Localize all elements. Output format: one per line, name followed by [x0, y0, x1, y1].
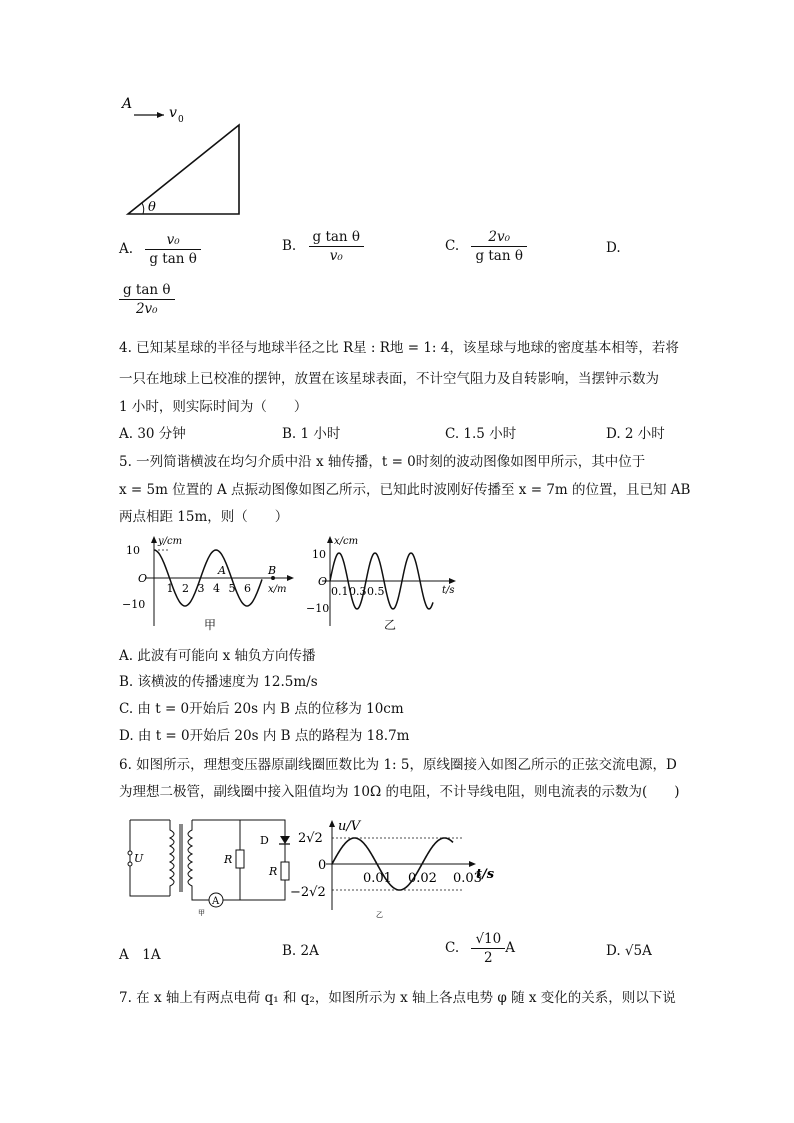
y-arrow-icon: [329, 820, 335, 827]
point-a-label: A: [218, 564, 226, 577]
q4-line-3: 1 小时，则实际时间为（ ）: [119, 399, 308, 415]
origin-label: O: [318, 575, 328, 588]
axis-y-label: x/cm: [334, 536, 359, 547]
resistor-label: R: [224, 853, 233, 866]
q5-line-2: x = 5m 位置的 A 点振动图像如图乙所示，已知此时波刚好传播至 x = 7m 的位置，且已知 AB: [119, 482, 691, 498]
y-bottom-label: −10: [122, 598, 146, 611]
tick-label: 0.3: [349, 585, 367, 598]
q4-option-d[interactable]: D. 2 小时: [606, 426, 665, 442]
label-v-sub: 0: [178, 115, 184, 125]
y-bottom-label: −10: [306, 602, 330, 615]
incline-triangle: [128, 125, 239, 214]
primary-coil: [170, 820, 174, 896]
q6-option-b[interactable]: B. 2A: [282, 943, 319, 959]
tick-label: 6: [244, 582, 251, 595]
y-bottom-label: −2√2: [290, 885, 326, 900]
option-a[interactable]: A. $\frac{\text{v₀}}{\text{g tan θ}}$: [119, 231, 201, 268]
q5-option-b[interactable]: B. 该横波的传播速度为 12.5m/s: [119, 674, 318, 690]
q4-option-b[interactable]: B. 1 小时: [282, 426, 341, 442]
label-theta: θ: [148, 200, 156, 215]
q4-option-a[interactable]: A. 30 分钟: [119, 426, 186, 442]
q5-option-a[interactable]: A. 此波有可能向 x 轴负方向传播: [119, 648, 316, 664]
fraction: $\frac{\text{g tan θ}}{\text{v₀}}$: [309, 228, 365, 265]
tick-label: 3: [197, 582, 205, 595]
q4-option-c[interactable]: C. 1.5 小时: [445, 426, 517, 442]
option-d[interactable]: D.: [606, 240, 621, 256]
tick-label: 2: [182, 582, 189, 595]
y-arrow-icon: [327, 536, 333, 543]
resistor-2: [281, 862, 289, 880]
terminal: [128, 862, 132, 866]
tick-label: 0.1: [331, 585, 349, 598]
ammeter-label: A: [212, 896, 220, 907]
resistor-label: R: [269, 865, 278, 878]
caption-jia: 甲: [204, 618, 217, 632]
q5-line-1: 5. 一列简谐横波在均匀介质中沿 x 轴传播，t = 0时刻的波动图像如图甲所示，其中位于: [119, 454, 646, 470]
q6-line-2: 为理想二极管，副线圈中接入阻值均为 10Ω 的电阻，不计导线电阻，则电流表的示数为( ): [119, 784, 680, 800]
y-top-label: 10: [312, 548, 326, 561]
q4-line-1: 4. 已知某星球的半径与地球半径之比 R星 : R地 = 1: 4，该星球与地球的密度基本相等，若将: [119, 340, 679, 356]
y-arrow-icon: [151, 536, 157, 543]
resistor-1: [236, 850, 244, 868]
y-zero-label: 0: [318, 858, 327, 873]
fraction: $\frac{\text{v₀}}{\text{g tan θ}}$: [145, 231, 201, 268]
y-top-label: 2√2: [298, 831, 323, 846]
fraction: $\frac{√10}{2}$: [471, 930, 505, 967]
source-label: U: [134, 852, 144, 865]
option-b[interactable]: B. $\frac{\text{g tan θ}}{\text{v₀}}$: [282, 228, 364, 265]
fraction: $\frac{\text{2v₀}}{\text{g tan θ}}$: [471, 228, 527, 265]
y-top-label: 10: [126, 544, 140, 557]
x-arrow-icon: [469, 861, 476, 867]
tick-label: 0.02: [408, 871, 437, 886]
x-arrow-icon: [287, 575, 294, 581]
axis-x-label: t/s: [442, 585, 455, 596]
point-b-label: B: [268, 564, 277, 577]
diode-icon: [280, 836, 290, 844]
axis-y-label: u/V: [338, 819, 361, 834]
caption-yi: 乙: [376, 911, 383, 918]
terminal: [128, 851, 132, 855]
caption-jia: 甲: [198, 909, 205, 917]
q6-option-c[interactable]: C. $\frac{√10}{2}$ A: [445, 931, 515, 966]
label-v: v: [169, 105, 177, 121]
label-a: A: [122, 96, 133, 112]
q5-line-3: 两点相距 15m，则（ ）: [119, 509, 289, 525]
arrow-head-icon: [157, 112, 164, 118]
diode-label: D: [260, 834, 269, 847]
axis-x-label: t/s: [476, 867, 495, 882]
q5-option-d[interactable]: D. 由 t = 0开始后 20s 内 B 点的路程为 18.7m: [119, 728, 410, 744]
q4-line-2: 一只在地球上已校准的摆钟，放置在该星球表面，不计空气阻力及自转影响，当摆钟示数为: [119, 371, 659, 387]
voltage-graph: [290, 818, 500, 918]
tick-label: 0.5: [367, 585, 385, 598]
transformer-circuit: [120, 816, 290, 918]
q6-line-1: 6. 如图所示，理想变压器原副线圈匝数比为 1: 5，原线圈接入如图乙所示的正弦交流电源，D: [119, 757, 677, 773]
option-d-fraction: [119, 281, 175, 318]
q6-option-a[interactable]: A 1A: [119, 947, 161, 963]
q6-option-d[interactable]: D. √5A: [606, 943, 652, 959]
fraction: $\frac{\text{g tan θ}}{\text{2v₀}}$: [119, 281, 175, 318]
axis-y-label: y/cm: [158, 536, 183, 547]
tick-label: 0.03: [453, 871, 482, 886]
tick-label: 4: [213, 582, 220, 595]
angle-arc: [142, 203, 144, 214]
tick-label: 0.01: [363, 871, 392, 886]
caption-yi: 乙: [384, 618, 397, 632]
q7-line-1: 7. 在 x 轴上有两点电荷 q₁ 和 q₂，如图所示为 x 轴上各点电势 φ 随 x 变化的关系，则以下说: [119, 990, 676, 1006]
q5-option-c[interactable]: C. 由 t = 0开始后 20s 内 B 点的位移为 10cm: [119, 701, 404, 717]
secondary-coil: [188, 820, 192, 896]
incline-figure: [118, 92, 248, 218]
origin-label: O: [138, 572, 148, 585]
tick-label: 5: [228, 582, 236, 595]
x-arrow-icon: [449, 578, 456, 584]
option-c[interactable]: C. $\frac{\text{2v₀}}{\text{g tan θ}}$: [445, 228, 527, 265]
tick-label: 1: [166, 582, 174, 595]
axis-x-label: x/m: [268, 584, 287, 595]
